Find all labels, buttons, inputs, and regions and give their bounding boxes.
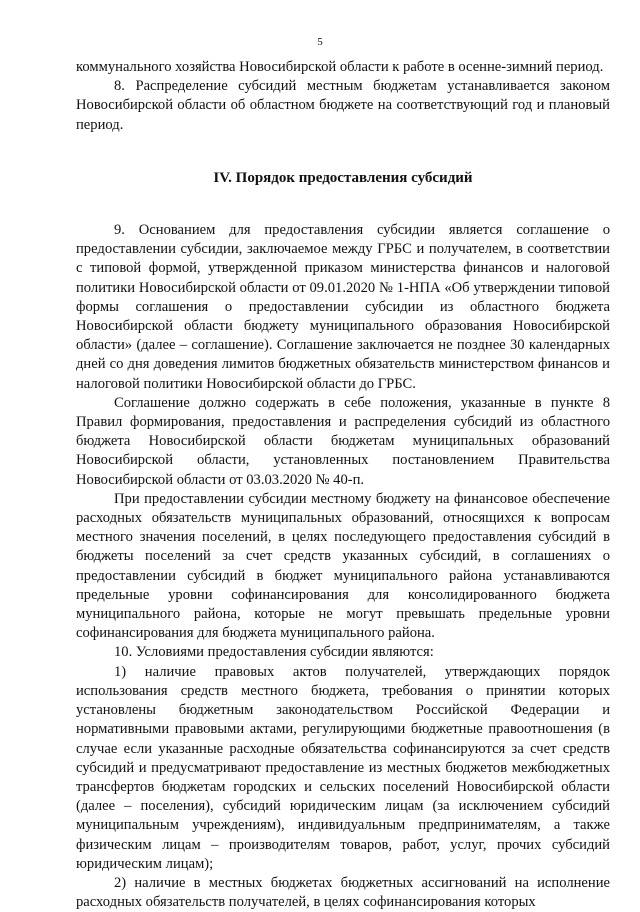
paragraph-10: 10. Условиями предоставления субсидии являются: bbox=[114, 644, 434, 661]
paragraph-9: 9. Основанием для предоставления субсидии является соглашение о предоставлении субсидии, заключаемое между ГРБС и получателем, в соответствии с типовой формой, утвержденной приказом министерства финансов и налоговой политики Новосибирской области от 09.01.2020 № 1-НПА «Об утверждении типовой формы соглашения о предоставлении субсидии из областного бюджета Новосибирской области бюджету муниципального образования Новосибирской области» (далее – соглашение). Соглашение заключается не позднее 30 календарных дней со дня доведения лимитов бюджетных обязательств министерством финансов и налоговой политики Новосибирской области до ГРБС. bbox=[76, 222, 610, 392]
document-body bbox=[76, 58, 610, 912]
list-item-1: 1) наличие правовых актов получателей, утверждающих порядок использования средств местного бюджета, требования о принятии которых установлены бюджетным законодательством Российской Федерации и нормативными правовыми актами, регулирующими бюджетные правоотношения (в случае если указанные расходные обязательства софинансируются за счет средств субсидий и предусматривают предоставление из местных бюджетов межбюджетных трансфертов бюджетам городских и сельских поселений Новосибирской области (далее – поселения), субсидий юридическим лицам (за исключением субсидий муниципальным учреждениям), индивидуальным предпринимателям, а также физическим лицам – производителям товаров, работ, услуг, прочих субсидий юридическим лицам); bbox=[76, 663, 610, 872]
paragraph-cofinancing: При предоставлении субсидии местному бюджету на финансовое обеспечение расходных обязательств муниципальных образований, относящихся к вопросам местного значения поселений, в целях последующего предоставления субсидий в бюджеты поселений за счет средств указанных субсидий, в соглашениях о предоставлении субсидий в бюджет муниципального района устанавливаются предельные уровни софинансирования для консолидированного бюджета муниципального района, которые не могут превышать предельные уровни софинансирования для бюджета муниципального района. bbox=[76, 490, 610, 642]
page-number: 5 bbox=[317, 36, 323, 48]
paragraph-agreement-contents: Соглашение должно содержать в себе положения, указанные в пункте 8 Правил формирования, предоставления и распределения субсидий из областного бюджета Новосибирской области бюджетам муниципальных образований Новосибирской области, установленных постановлением Правительства Новосибирской области от 03.03.2020 № 40-п. bbox=[76, 394, 610, 488]
list-item-2: 2) наличие в местных бюджетах бюджетных ассигнований на исполнение расходных обязательств получателей, в целях софинансирования которых bbox=[76, 874, 610, 911]
paragraph-8: 8. Распределение субсидий местным бюджетам устанавливается законом Новосибирской области об областном бюджете на соответствующий год и плановый период. bbox=[76, 78, 610, 133]
section-heading: IV. Порядок предоставления субсидий bbox=[213, 169, 473, 186]
paragraph-continuation: коммунального хозяйства Новосибирской области к работе в осенне-зимний период. bbox=[76, 59, 604, 75]
